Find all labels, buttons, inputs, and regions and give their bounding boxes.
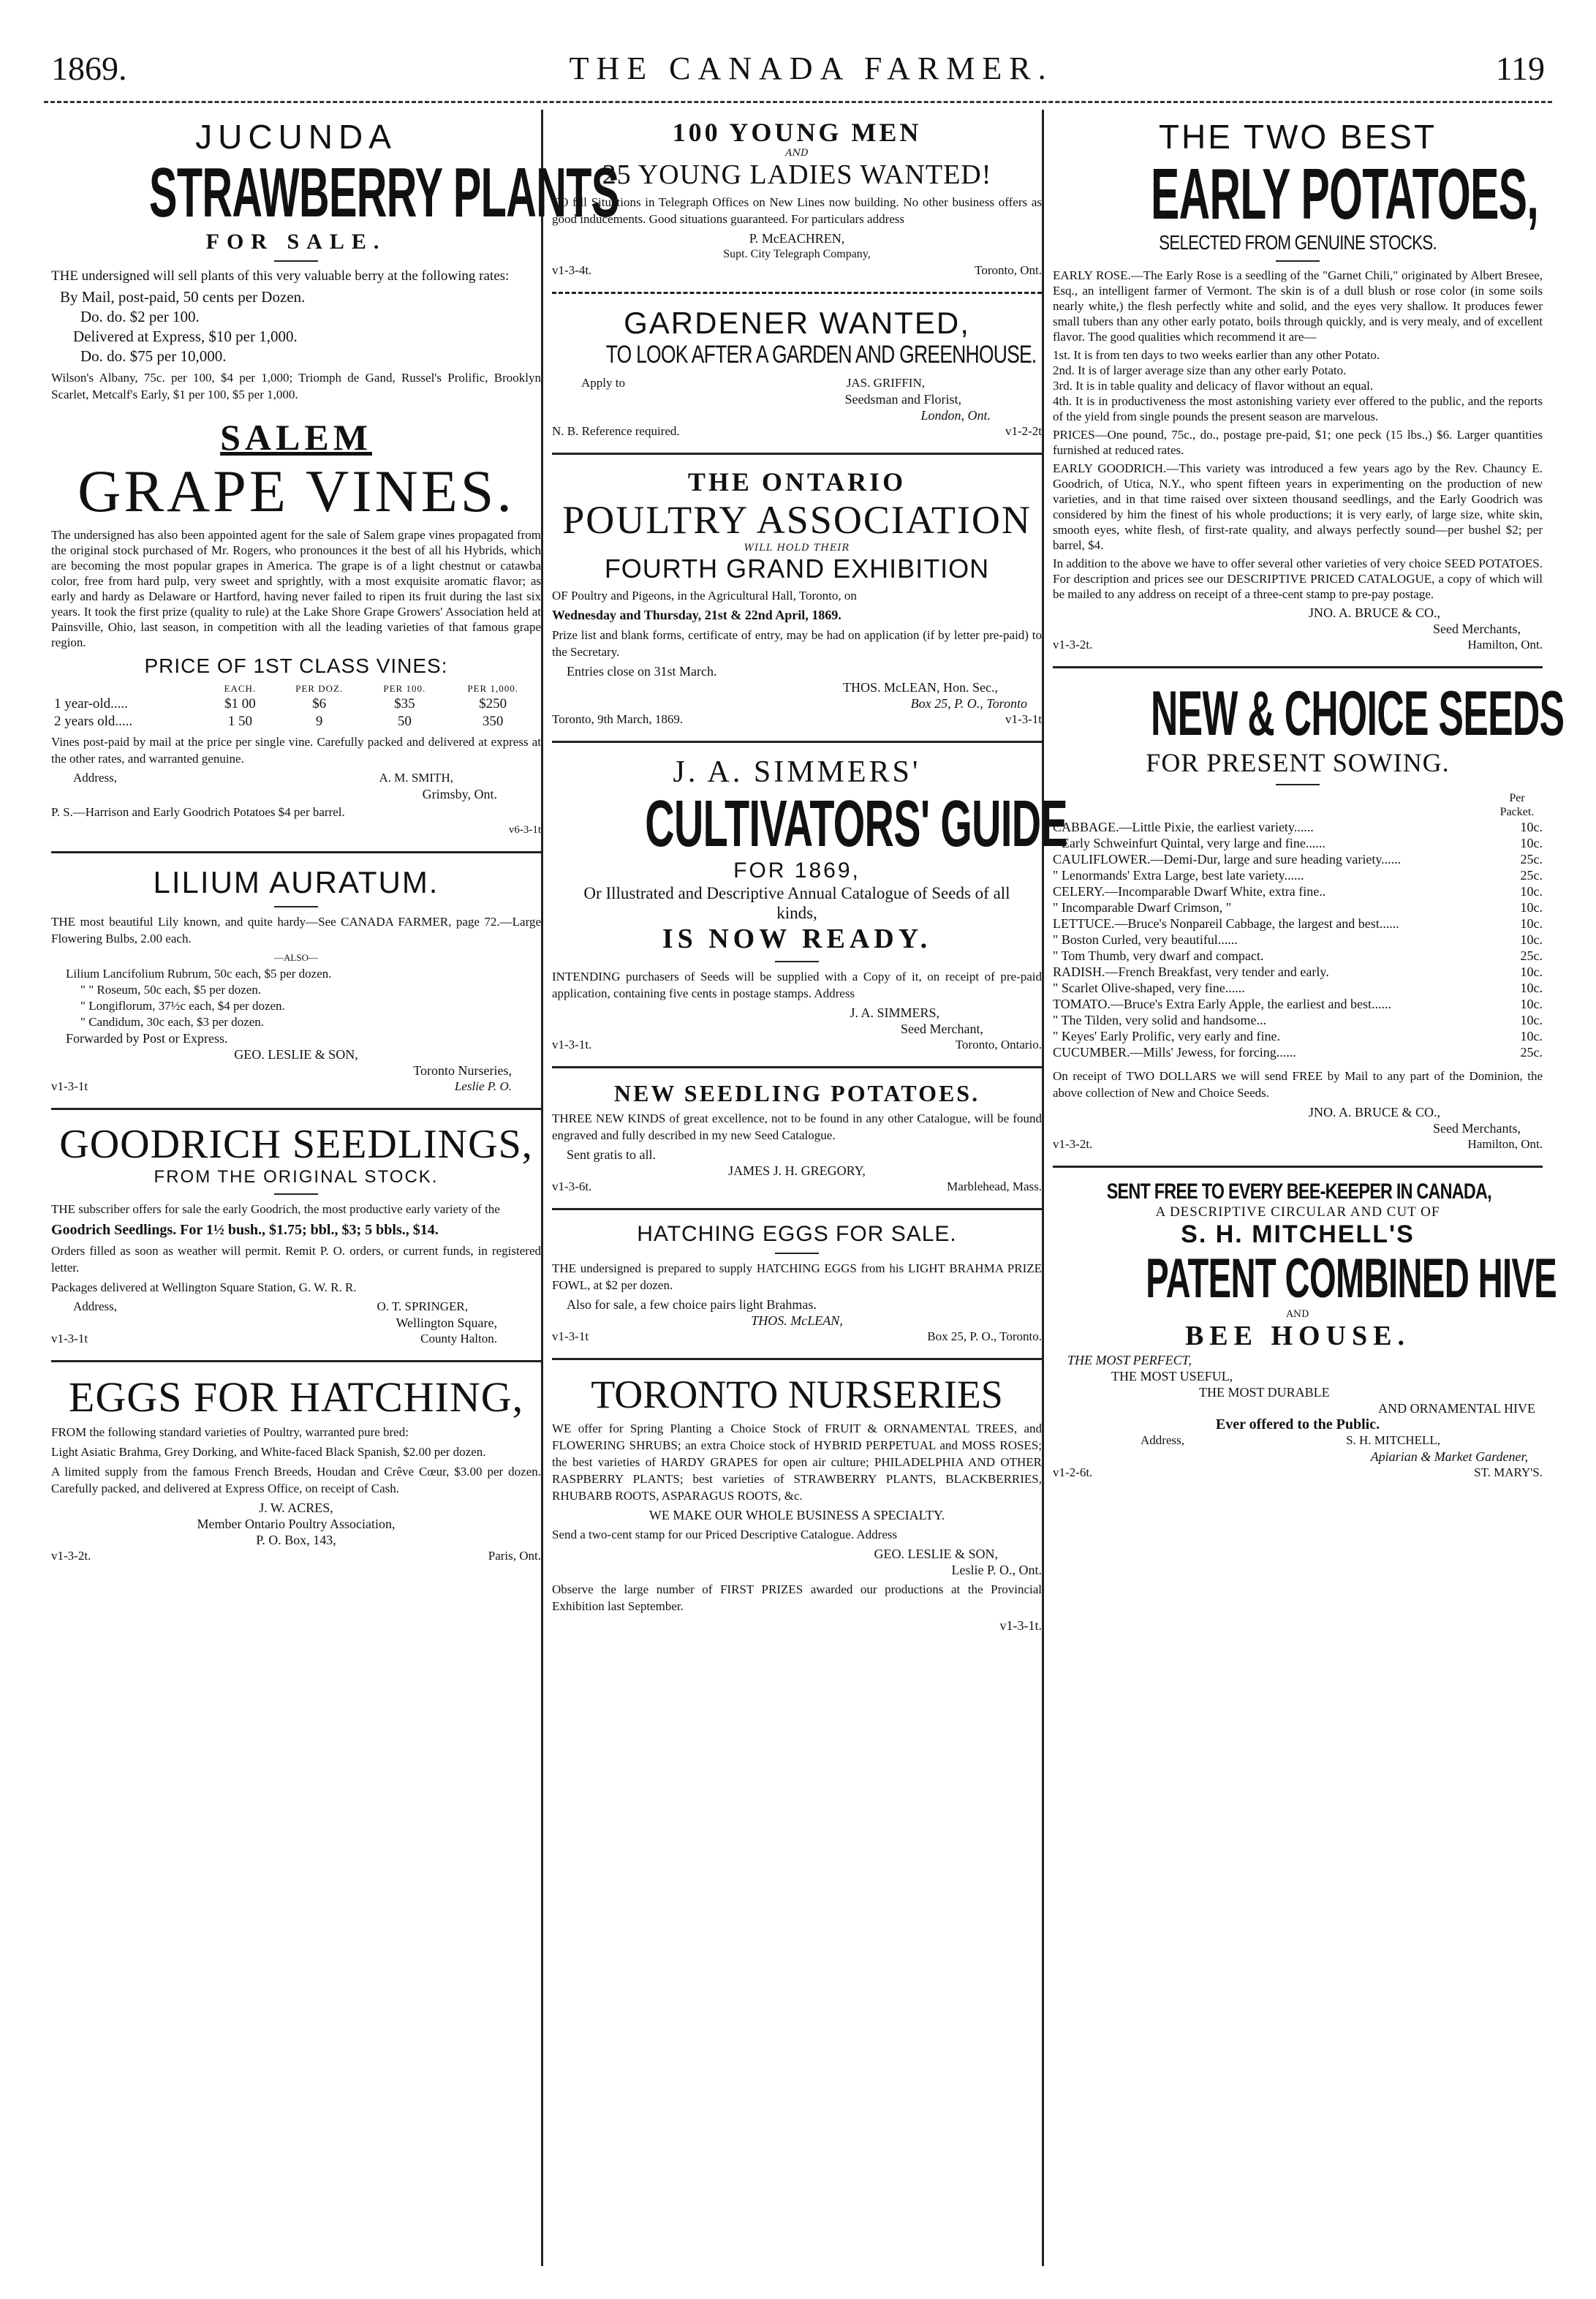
list-item: " Candidum, 30c each, $3 per dozen. — [80, 1015, 264, 1029]
seed-price: 10c. — [1520, 836, 1543, 850]
list-item — [1053, 835, 1543, 851]
ad-body: WE offer for Spring Planting a Choice Stock of FRUIT & ORNAMENTAL TREES, and FLOWERING SHRUBS; an extra Choice stock of HYBRID PERPETUAL and MOSS ROSES; the best varieties of HARDY GRAPES for open air culture; PHILADELPHIA AND OTHER RASPBERRY PLANTS; best varieties of STRAWBERRY PLANTS, BLACKBERRIES, RHUBARB ROOTS, ASPARAGUS ROOTS, &c. — [552, 1422, 1042, 1503]
advertiser-place: Leslie P. O. — [454, 1079, 512, 1093]
advertiser-place: London, Ont. — [920, 408, 991, 423]
divider — [775, 1253, 819, 1254]
ad-headline: NEW & CHOICE SEEDS — [1151, 679, 1565, 749]
ad-heading: THE TWO BEST — [1158, 118, 1437, 156]
divider — [1276, 260, 1320, 262]
masthead-page-number: 119 — [1495, 49, 1545, 87]
orders-note: Orders filled as soon as weather will permit. Remit P. O. orders, or current funds, in registered letter. — [51, 1244, 541, 1275]
specialty-line: WE MAKE OUR WHOLE BUSINESS A SPECIALTY. — [648, 1508, 945, 1522]
ad-young-men-ladies — [552, 117, 1042, 279]
list-item: " Longiflorum, 37½c each, $4 per dozen. — [80, 999, 285, 1013]
early-rose-description: EARLY ROSE.—The Early Rose is a seedling of the "Garnet Chili," originated by Albert Bresee, Esq., an intelligent farmer of Vermont. The skin is of a dull blush or rose color (in some soils nearly white,) the flesh perfectly white and solid, and the eyes very shallow. It produces fewer small tubers than any other early potato, boils through quickly, and is very mealy, and of excellent flavor. The good qualities which recommend it are— — [1053, 268, 1543, 344]
ad-body: THE undersigned is prepared to supply HATCHING EGGS from his LIGHT BRAHMA PRIZE FOWL, at $2 per dozen. — [552, 1261, 1042, 1292]
advertiser-trade: Seed Merchants, — [1433, 1121, 1521, 1136]
ad-heading: 100 YOUNG MEN — [672, 118, 922, 147]
divider — [1276, 784, 1320, 785]
advertiser-trade: Apiarian & Market Gardener, — [1370, 1449, 1528, 1464]
advertiser-name: O. T. SPRINGER, — [377, 1299, 468, 1313]
table-cell: 9 — [315, 714, 323, 729]
table-cell: 1 year-old..... — [54, 696, 128, 711]
ad-body: THE most beautiful Lily known, and quite hardy—See CANADA FARMER, page 72.—Large Flowering Bulbs, 2.00 each. — [51, 915, 541, 945]
seed-price: 10c. — [1520, 932, 1543, 947]
column-header: EACH. — [224, 683, 257, 694]
seed-price: 10c. — [1520, 900, 1543, 915]
divider — [274, 260, 318, 262]
prices-note: PRICES—One pound, 75c., do., postage pre-paid, $1; one peck (15 lbs.,) $6. Larger quantities furnished at reduced rates. — [1053, 428, 1543, 457]
ref-line — [51, 1548, 541, 1564]
ref-line — [1053, 1465, 1543, 1481]
masthead-title: THE CANADA FARMER. — [569, 50, 1054, 86]
early-goodrich-description: EARLY GOODRICH.—This variety was introduced a few years ago by the Rev. Chauncy E. Goodrich, of Utica, N.Y., who spent fifteen years in experimenting on the production of new varieties, and in that time raised over sixteen thousand seedlings, and the Early Goodrich was considered by him the finest of his whole productions; it is very early, of large size, white skin, smooth eyes, white flesh, of first-rate quality, and always perfectly sound—per bushel $2; per barrel, $4. — [1053, 461, 1543, 552]
ad-headline: GRAPE VINES. — [77, 458, 515, 524]
seed-price: 10c. — [1520, 916, 1543, 931]
advertiser-place: Wellington Square, — [396, 1315, 497, 1330]
ad-items: Light Asiatic Brahma, Grey Dorking, and White-faced Black Spanish, $2.00 per dozen. — [51, 1445, 486, 1459]
ad-headline: EARLY POTATOES, — [1151, 154, 1539, 234]
ad-ref: v1-2-6t. — [1053, 1465, 1093, 1479]
ad-separator — [51, 851, 541, 853]
seed-price: 10c. — [1520, 1029, 1543, 1043]
ad-ref: v1-2-2t — [1005, 424, 1042, 438]
ad-separator — [51, 1108, 541, 1110]
address-label: Address, — [1141, 1433, 1184, 1447]
ref-line — [552, 1037, 1042, 1053]
seed-price: 25c. — [1520, 1045, 1543, 1060]
table-row — [51, 695, 541, 713]
ad-separator — [552, 453, 1042, 455]
seed-name: " The Tilden, very solid and handsome... — [1053, 1013, 1266, 1027]
advertiser-place: Hamilton, Ont. — [1467, 638, 1543, 652]
advertiser-name: P. McEACHREN, — [749, 231, 845, 246]
ad-separator — [1053, 1166, 1543, 1168]
forward-note: Forwarded by Post or Express. — [66, 1031, 228, 1046]
address-line — [51, 770, 541, 786]
seed-price: 10c. — [1520, 964, 1543, 979]
ref-line — [1053, 1136, 1543, 1152]
hive-line: THE MOST PERFECT, — [1067, 1353, 1192, 1367]
address-label: Address, — [73, 1299, 117, 1313]
ad-toronto-nurseries — [552, 1372, 1042, 1634]
advertiser-name: GEO. LESLIE & SON, — [874, 1547, 998, 1561]
ad-heading: SALEM — [220, 417, 372, 458]
rate-text: Delivered at Express, $10 per 1,000. — [73, 328, 298, 345]
ad-small-line: WILL HOLD THEIR — [744, 543, 850, 554]
list-item — [1053, 851, 1543, 867]
table-cell: $35 — [394, 696, 415, 711]
divider — [775, 961, 819, 962]
advertiser-name: S. H. MITCHELL, — [1346, 1433, 1440, 1447]
seed-price: 10c. — [1520, 884, 1543, 899]
hive-line: THE MOST DURABLE — [1199, 1385, 1330, 1400]
seed-price: 10c. — [1520, 981, 1543, 995]
list-item — [1053, 867, 1543, 883]
ad-separator — [552, 1208, 1042, 1210]
ref-line — [552, 263, 1042, 279]
table-cell: $6 — [312, 696, 327, 711]
advertiser-place: Hamilton, Ont. — [1467, 1137, 1543, 1151]
seed-price: 25c. — [1520, 948, 1543, 963]
advertiser-name: JAS. GRIFFIN, — [846, 376, 925, 390]
ad-headline: GOODRICH SEEDLINGS, — [59, 1122, 533, 1167]
advertiser-name: A. M. SMITH, — [379, 771, 453, 785]
ad-ref: v1-3-2t. — [1053, 1137, 1093, 1151]
ad-ref: v1-3-4t. — [552, 263, 592, 277]
ad-goodrich-seedlings — [51, 1122, 541, 1347]
ref-line — [51, 1079, 541, 1095]
ad-note: N. B. Reference required. — [552, 424, 680, 438]
list-item — [1053, 1044, 1543, 1060]
table-cell: 350 — [482, 714, 504, 729]
packages-note: Packages delivered at Wellington Square Station, G. W. R. R. — [51, 1280, 357, 1294]
ref-line — [1053, 637, 1543, 653]
ref-line — [51, 1331, 541, 1347]
ref-line — [552, 423, 1042, 439]
ad-ref: v1-3-1t — [1005, 712, 1042, 726]
ad-headline: EGGS FOR HATCHING, — [68, 1373, 524, 1421]
seed-name: CELERY.—Incomparable Dwarf White, extra fine.. — [1053, 884, 1326, 899]
table-cell: 50 — [397, 714, 412, 729]
ad-salem-grape-vines — [51, 416, 541, 838]
ad-ref: v1-3-2t. — [51, 1549, 91, 1563]
ad-simmers-guide — [552, 755, 1067, 1053]
address-line — [1053, 1432, 1543, 1449]
advertiser-place: ST. MARY'S. — [1474, 1465, 1543, 1479]
advertiser-name: JAMES J. H. GREGORY, — [728, 1163, 866, 1178]
list-item — [1053, 883, 1543, 899]
ad-subheading: FOR SALE. — [205, 230, 387, 254]
ad-headline: CULTIVATORS' GUIDE — [645, 788, 1067, 861]
list-item: Lilium Lancifolium Rubrum, 50c each, $5 per dozen. — [66, 967, 332, 981]
advertiser-place: Box 25, P. O., Toronto. — [927, 1329, 1042, 1343]
ad-seedling-potatoes — [552, 1080, 1042, 1195]
hive-line: THE MOST USEFUL, — [1111, 1369, 1233, 1383]
seed-name: " Incomparable Dwarf Crimson, " — [1053, 900, 1232, 915]
advertiser-place: Toronto Nurseries, — [413, 1063, 512, 1078]
ad-conjunction: AND — [785, 148, 809, 159]
seed-name: " Tom Thumb, very dwarf and compact. — [1053, 948, 1264, 963]
ad-body: THE subscriber offers for sale the early Goodrich, the most productive early variety of the — [51, 1202, 500, 1216]
column-divider — [1042, 110, 1044, 2266]
ad-gardener-wanted — [552, 306, 1042, 439]
hive-line: AND ORNAMENTAL HIVE — [1378, 1401, 1535, 1416]
ad-separator — [1053, 666, 1543, 668]
seed-name: " Lenormands' Extra Large, best late variety...... — [1053, 868, 1304, 883]
ad-footer: Vines post-paid by mail at the price per single vine. Carefully packed and delivered at express at the other rates, and warranted genuine. — [51, 735, 541, 766]
advertiser-trade: Seed Merchants, — [1433, 622, 1521, 636]
sent-note: Sent gratis to all. — [567, 1147, 656, 1162]
ad-ref: v1-3-6t. — [552, 1179, 592, 1193]
send-note: Send a two-cent stamp for our Priced Descriptive Catalogue. Address — [552, 1528, 898, 1541]
advertiser-place: Grimsby, Ont. — [422, 787, 497, 801]
rate-text: Do. do. $2 per 100. — [80, 308, 200, 325]
ad-name: S. H. MITCHELL'S — [1181, 1220, 1415, 1248]
observe-note: Observe the large number of FIRST PRIZES awarded our productions at the Provincial Exhibition last September. — [552, 1582, 1042, 1613]
rate-line — [51, 307, 541, 327]
also-note: Also for sale, a few choice pairs light Brahmas. — [567, 1297, 817, 1312]
seed-name: " Keyes' Early Prolific, very early and fine. — [1053, 1029, 1280, 1043]
apply-line — [552, 375, 1042, 391]
seed-name: LETTUCE.—Bruce's Nonpareil Cabbage, the largest and best...... — [1053, 916, 1399, 931]
table-cell: $250 — [479, 696, 507, 711]
ad-note: Wilson's Albany, 75c. per 100, $4 per 1,000; Triomph de Gand, Russel's Prolific, Brooklyn Scarlet, Metcalf's Early, $1 per 100, $5 per 1,000. — [51, 371, 541, 401]
advertiser-trade: Seedsman and Florist, — [844, 392, 961, 407]
ad-ref: v6-3-1t — [508, 824, 541, 836]
seed-price: 10c. — [1520, 997, 1543, 1011]
seed-name: CAULIFLOWER.—Demi-Dur, large and sure heading variety...... — [1053, 852, 1402, 867]
ad-subheading: SELECTED FROM GENUINE STOCKS. — [1159, 231, 1437, 254]
masthead-year: 1869. — [51, 49, 127, 87]
ad-headline: LILIUM AURATUM. — [153, 865, 439, 899]
advertiser-member: Member Ontario Poultry Association, — [197, 1517, 396, 1531]
price-line: Goodrich Seedlings. For 1½ bush., $1.75; bbl., $3; 5 bbls., $14. — [51, 1222, 439, 1238]
column-2 — [552, 117, 1067, 2270]
ad-ontario-poultry — [552, 467, 1042, 728]
ad-body: TO fill Situations in Telegraph Offices on New Lines now building. No other business offers as good inducements. Good situations guaranteed. For particulars address — [552, 195, 1042, 226]
ad-subheading: FOR PRESENT SOWING. — [1146, 748, 1450, 777]
address-label: Address, — [73, 771, 117, 785]
entries-close: Entries close on 31st March. — [567, 664, 717, 679]
ad-body: INTENDING purchasers of Seeds will be supplied with a Copy of it, on receipt of pre-paid application, containing five cents in postage stamps. Address — [552, 970, 1042, 1000]
seed-name: " Boston Curled, very beautiful...... — [1053, 932, 1238, 947]
ad-heading: SENT FREE TO EVERY BEE-KEEPER IN CANADA, — [1106, 1179, 1491, 1204]
ad-separator — [51, 1360, 541, 1362]
seed-price: 25c. — [1520, 868, 1543, 883]
ad-body: The undersigned has also been appointed agent for the sale of Salem grape vines propagated from the original stock purchased of Mr. Rogers, who pronounces it the best of all his Hybrids, which are becoming the most popular grapes in America. The grape is of a light chestnut or catawba color, free from hard pulp, very sweet and sprightly, with a most exquisite aromatic flavor; as early and hardy as Delaware or Hartford, having never failed to ripen its fruit during the last six years. It took the first prize (quality to rule) at the Lake Shore Grape Growers' Association held at Painsville, Ohio, last season, in competition with all the leading varieties of that famous grape region. — [51, 528, 541, 649]
ad-headline: PATENT COMBINED HIVE — [1146, 1247, 1557, 1310]
ad-subheading: FROM THE ORIGINAL STOCK. — [154, 1167, 439, 1187]
list-item — [1053, 948, 1543, 964]
price-table — [51, 682, 541, 731]
column-header — [51, 682, 206, 695]
seed-name: RADISH.—French Breakfast, very tender and early. — [1053, 964, 1329, 979]
ad-lilium-auratum — [51, 865, 541, 1095]
list-item — [1053, 932, 1543, 948]
ad-limited: A limited supply from the famous French Breeds, Houdan and Crêve Cœur, $3.00 per dozen. Carefully packed, and delivered at Express Office, on receipt of Cash. — [51, 1465, 541, 1495]
seed-price: 25c. — [1520, 852, 1543, 867]
table-cell: $1 00 — [224, 696, 256, 711]
ad-ref: v1-3-1t. — [552, 1038, 592, 1052]
list-item — [1053, 964, 1543, 980]
ad-headline: STRAWBERRY PLANTS — [148, 154, 619, 232]
ad-subheading: FOR 1869, — [733, 858, 861, 883]
seed-name: CUCUMBER.—Mills' Jewess, for forcing...... — [1053, 1045, 1296, 1060]
ad-separator — [552, 741, 1042, 743]
advertiser-place: Toronto, Ont. — [975, 263, 1042, 277]
ad-headline-2: BEE HOUSE. — [1184, 1321, 1411, 1351]
list-item: 4th. It is in productiveness the most astonishing variety ever offered to the public, and the reports of the yield from single pounds the present season are marvelous. — [1053, 394, 1543, 423]
table-header — [51, 682, 541, 695]
advertiser-name: J. A. SIMMERS, — [850, 1005, 939, 1020]
ad-body: OF Poultry and Pigeons, in the Agricultural Hall, Toronto, on — [552, 589, 857, 603]
ad-heading: THE ONTARIO — [687, 467, 907, 497]
divider — [274, 906, 318, 907]
seed-name: " Early Schweinfurt Quintal, very large and fine...... — [1053, 836, 1325, 850]
divider — [274, 1193, 318, 1195]
list-item — [1053, 1012, 1543, 1028]
ad-early-potatoes — [1053, 117, 1543, 653]
list-item — [1053, 819, 1543, 835]
seed-name: CABBAGE.—Little Pixie, the earliest variety...... — [1053, 820, 1314, 834]
address-line — [51, 1299, 541, 1315]
list-item: " " Roseum, 50c each, $5 per dozen. — [80, 983, 262, 997]
table-cell: 1 50 — [227, 714, 252, 729]
seed-price: 10c. — [1520, 820, 1543, 834]
list-item — [1053, 996, 1543, 1012]
also-label: —ALSO— — [274, 952, 318, 963]
advertiser-name: J. W. ACRES, — [259, 1500, 333, 1515]
advertiser-place: Toronto, Ontario. — [955, 1038, 1042, 1052]
seed-price: 10c. — [1520, 1013, 1543, 1027]
ad-ref: v1-3-1t — [552, 1329, 589, 1343]
advertiser-name: JNO. A. BRUCE & CO., — [1308, 605, 1440, 620]
ad-description: Or Illustrated and Descriptive Annual Catalogue of Seeds of all kinds, — [583, 884, 1010, 922]
advertiser-place: County Halton. — [420, 1332, 497, 1345]
ad-subheading: TO LOOK AFTER A GARDEN AND GREENHOUSE. — [605, 341, 1037, 369]
ad-headline: GARDENER WANTED, — [624, 306, 970, 340]
list-item: 3rd. It is in table quality and delicacy of flavor without an equal. — [1053, 379, 1374, 393]
ad-headline: HATCHING EGGS FOR SALE. — [637, 1222, 957, 1246]
ad-ref: v1-3-2t. — [1053, 638, 1093, 652]
list-item: 2nd. It is of larger average size than any other early Potato. — [1053, 363, 1347, 377]
addition-note: In addition to the above we have to offer several other varieties of very choice SEED POTATOES. For description and prices see our DESCRIPTIVE PRICED CATALOGUE, a copy of which will be mailed to any address on receipt of a three-cent stamp to pre-pay postage. — [1053, 556, 1543, 601]
column-header: PER 100. — [383, 683, 426, 694]
ad-ref: v1-3-1t. — [999, 1618, 1042, 1633]
ad-heading: JUCUNDA — [195, 118, 397, 156]
hive-line: Ever offered to the Public. — [1215, 1416, 1380, 1432]
price-title: PRICE OF 1ST CLASS VINES: — [144, 654, 448, 677]
rate-text: By Mail, post-paid, 50 cents per Dozen. — [60, 288, 306, 306]
exhibition-date: Wednesday and Thursday, 21st & 22nd April, 1869. — [552, 608, 842, 622]
ad-body: THREE NEW KINDS of great excellence, not to be found in any other Catalogue, will be found engraved and fully described in my new Seed Catalogue. — [552, 1111, 1042, 1142]
ad-ref: v1-3-1t — [51, 1332, 88, 1345]
ad-mitchell-hive — [1053, 1179, 1557, 1481]
ad-dated: Toronto, 9th March, 1869. — [552, 712, 684, 726]
postscript: P. S.—Harrison and Early Goodrich Potatoes $4 per barrel. — [51, 805, 345, 819]
masthead — [51, 42, 1545, 94]
column-header: PER 1,000. — [467, 683, 518, 694]
ref-line — [552, 711, 1042, 728]
list-item — [1053, 899, 1543, 916]
ad-separator — [552, 1066, 1042, 1068]
advertiser-place: Marblehead, Mass. — [947, 1179, 1042, 1193]
ad-subheading: A DESCRIPTIVE CIRCULAR AND CUT OF — [1155, 1204, 1440, 1220]
advertiser-trade: Seed Merchant, — [901, 1022, 983, 1036]
table-cell: 2 years old..... — [54, 714, 133, 729]
ref-line — [552, 1179, 1042, 1195]
per-packet-label: Per Packet. — [1499, 792, 1535, 818]
ad-ref: v1-3-1t — [51, 1079, 88, 1093]
rate-line — [51, 347, 541, 366]
ad-new-choice-seeds — [1053, 679, 1565, 1152]
advertiser-name: JNO. A. BRUCE & CO., — [1308, 1105, 1440, 1120]
table-row — [51, 713, 541, 731]
prize-note: Prize list and blank forms, certificate of entry, may be had on application (if by letter pre-paid) to the Secretary. — [552, 628, 1042, 659]
apply-label: Apply to — [581, 376, 625, 390]
column-divider — [541, 110, 543, 2266]
ad-headline: NEW SEEDLING POTATOES. — [613, 1080, 980, 1106]
advertiser-box: P. O. Box, 143, — [256, 1533, 336, 1547]
ad-subheading: FOURTH GRAND EXHIBITION — [604, 554, 990, 584]
ad-separator — [552, 1358, 1042, 1360]
ad-separator — [552, 292, 1042, 294]
advertiser-place: Leslie P. O., Ont. — [951, 1563, 1042, 1577]
list-item — [1053, 916, 1543, 932]
rate-line — [51, 327, 541, 347]
ad-body: THE undersigned will sell plants of this very valuable berry at the following rates: — [51, 268, 510, 284]
list-item — [1053, 1028, 1543, 1044]
rate-line — [51, 287, 541, 307]
column-header: PER DOZ. — [295, 683, 344, 694]
ad-eggs-for-hatching — [51, 1374, 541, 1564]
advertiser-name: GEO. LESLIE & SON, — [234, 1047, 358, 1062]
ad-headline: 25 YOUNG LADIES WANTED! — [602, 159, 992, 190]
ad-announcement: IS NOW READY. — [662, 924, 932, 954]
seed-name: " Scarlet Olive-shaped, very fine...... — [1053, 981, 1245, 995]
receipt-note: On receipt of TWO DOLLARS we will send FREE by Mail to any part of the Dominion, the above collection of New and Choice Seeds. — [1053, 1069, 1543, 1100]
list-item: 1st. It is from ten days to two weeks earlier than any other Potato. — [1053, 348, 1380, 362]
list-item — [1053, 980, 1543, 996]
seed-name: TOMATO.—Bruce's Extra Early Apple, the earliest and best...... — [1053, 997, 1391, 1011]
advertiser-name: THOS. McLEAN, — [751, 1313, 843, 1328]
ad-hatching-eggs — [552, 1222, 1042, 1345]
column-3 — [1053, 117, 1565, 2270]
rate-text: Do. do. $75 per 10,000. — [80, 347, 227, 365]
advertiser-box: Box 25, P. O., Toronto — [910, 696, 1027, 711]
advertiser-name: THOS. McLEAN, Hon. Sec., — [843, 680, 998, 695]
masthead-rule — [44, 101, 1552, 103]
ad-headline: POULTRY ASSOCIATION — [562, 498, 1032, 542]
ad-conjunction: AND — [1286, 1309, 1309, 1320]
ad-headline: TORONTO NURSERIES — [591, 1373, 1003, 1416]
ad-body: FROM the following standard varieties of Poultry, warranted pure bred: — [51, 1425, 409, 1439]
ref-line — [552, 1329, 1042, 1345]
advertiser-place: Paris, Ont. — [488, 1549, 541, 1563]
ad-heading: J. A. SIMMERS' — [673, 755, 921, 789]
advertiser-company: Supt. City Telegraph Company, — [723, 248, 871, 260]
